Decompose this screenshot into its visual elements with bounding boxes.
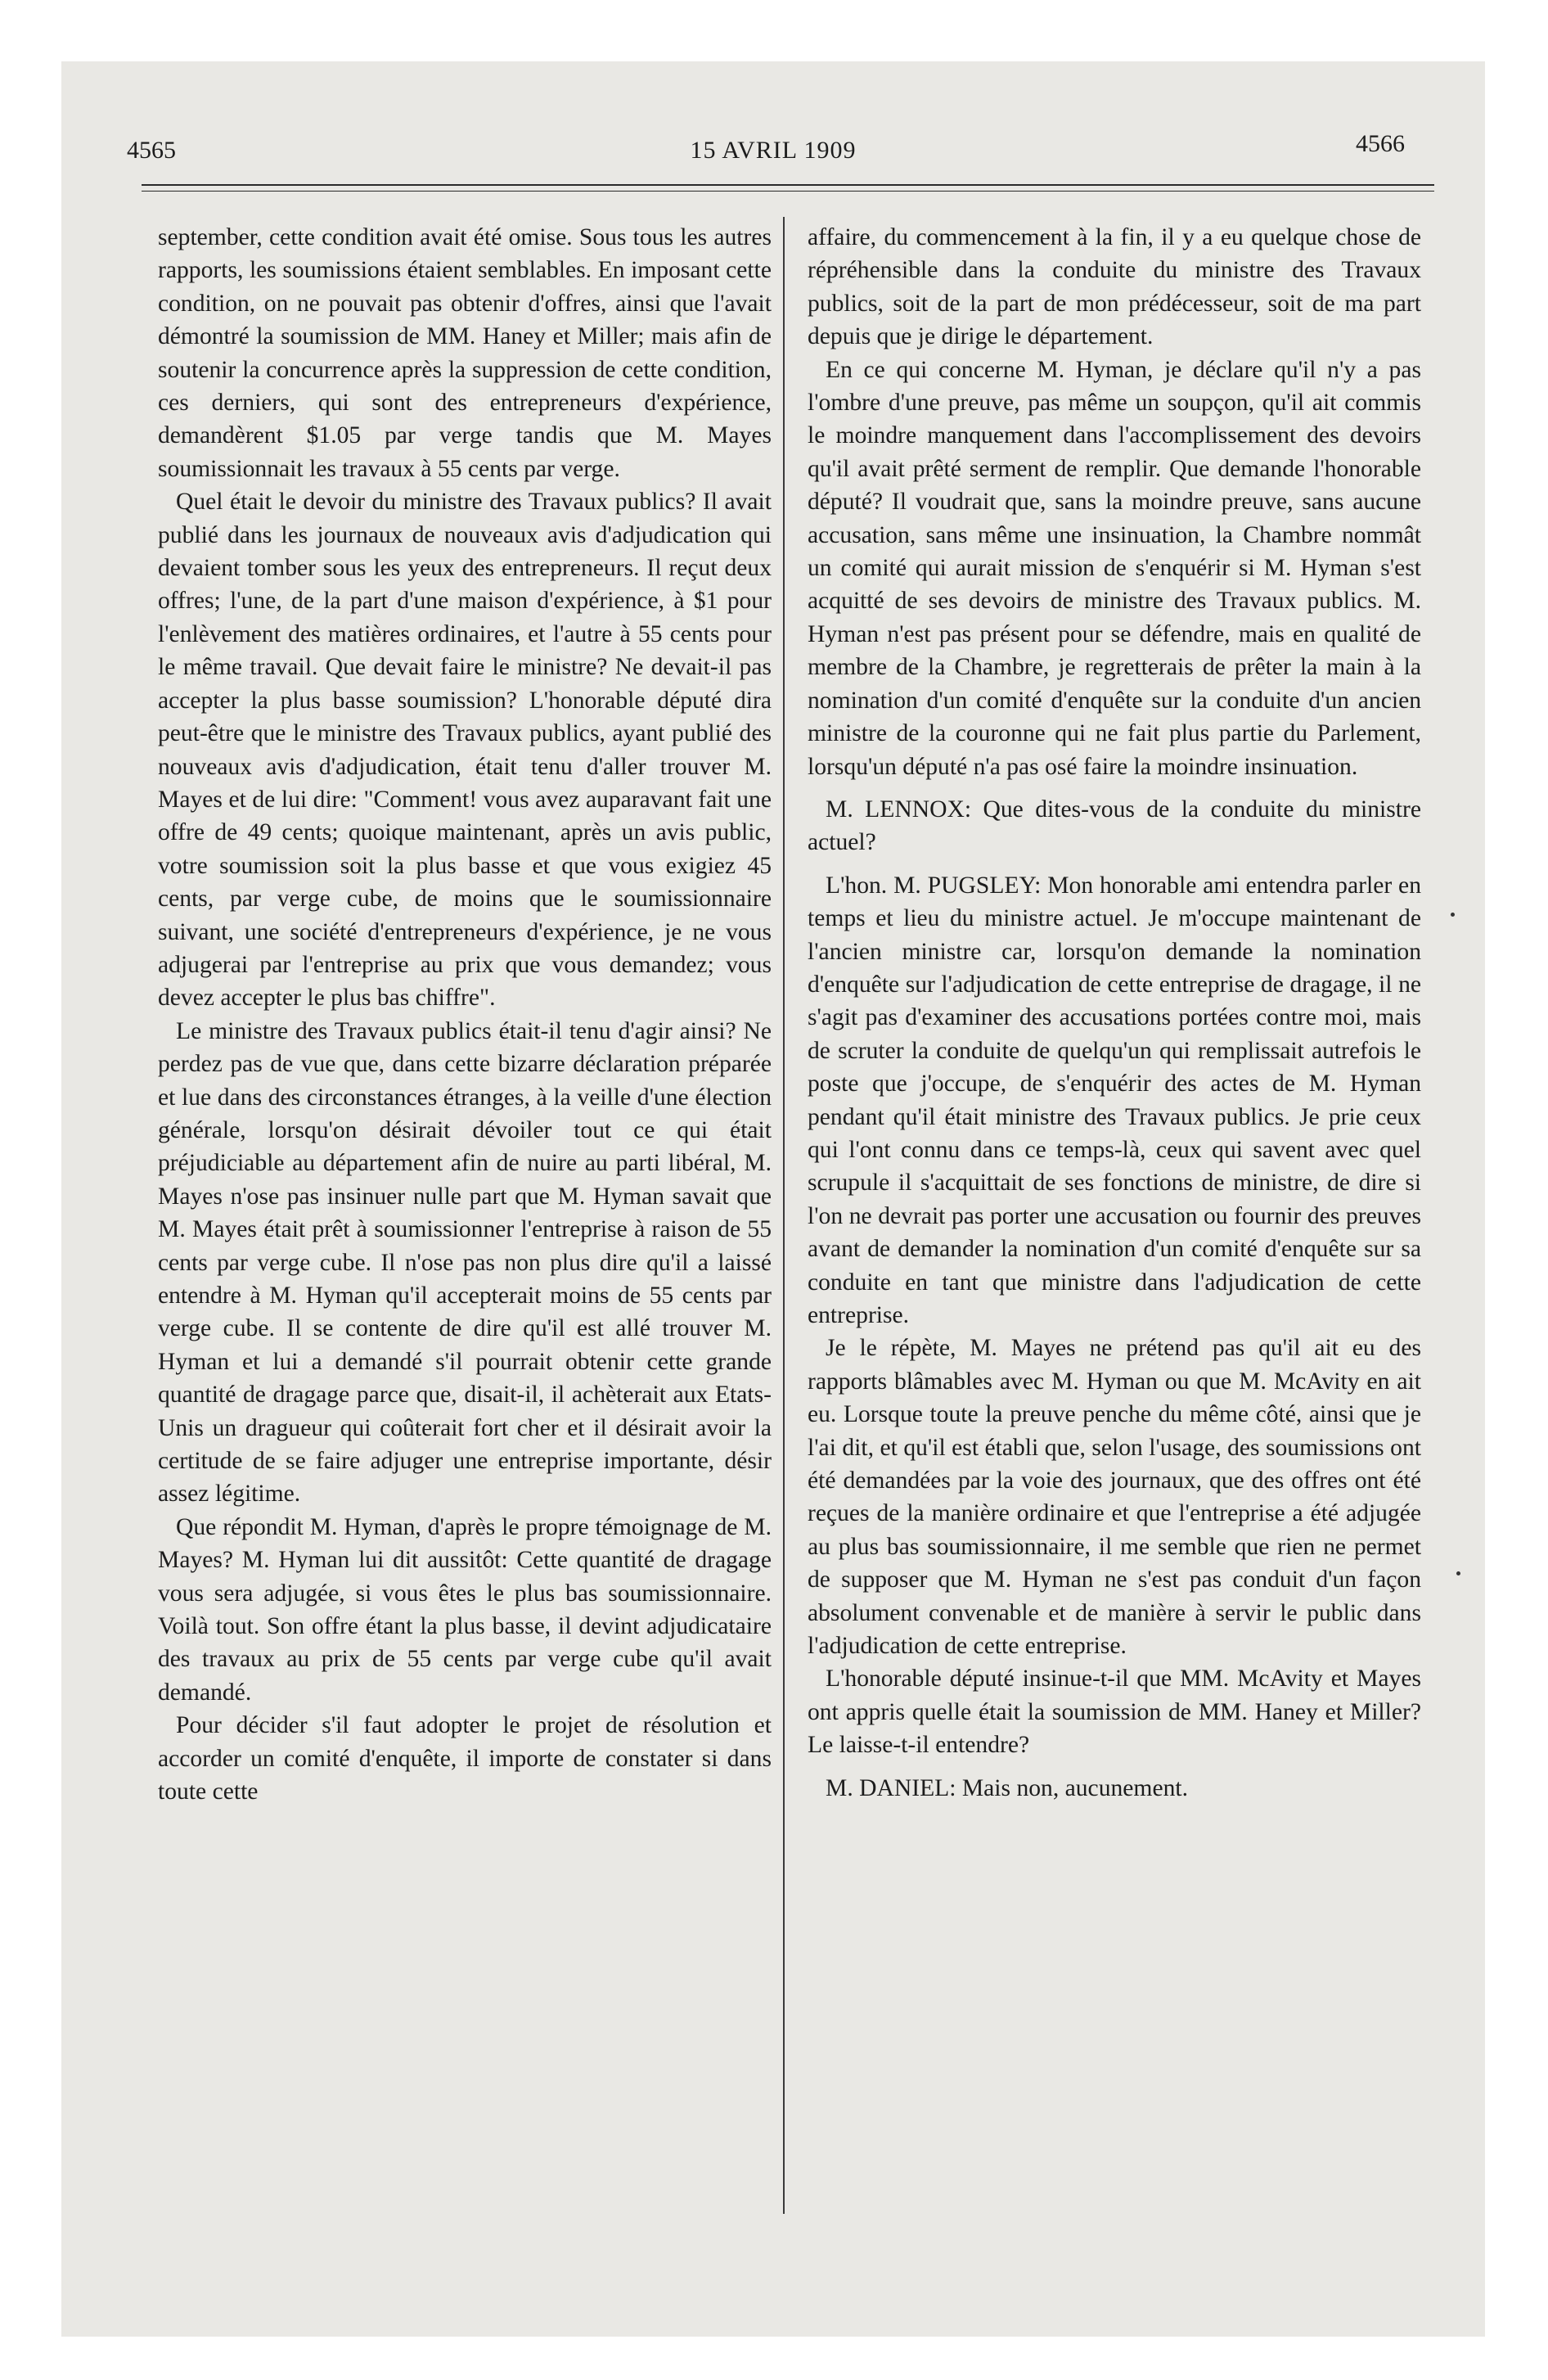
paragraph: L'honorable député insinue-t-il que MM. McAvity et Mayes ont appris quelle était la soumission de MM. Haney et Miller? Le laisse-t-il entendre? (808, 1666, 1421, 1759)
left-column (158, 221, 772, 2218)
scan-speck (1456, 1571, 1460, 1575)
paragraph: affaire, du commencement à la fin, il y a eu quelque chose de répréhensible dans la conduite du ministre des Travaux publics, soit de la part de mon prédécesseur, soit de ma part depuis que je dirige le département. (808, 224, 1421, 350)
paragraph: Le ministre des Travaux publics était-il tenu d'agir ainsi? Ne perdez pas de vue que, dans cette bizarre déclaration préparée et lue dans des circonstances étranges, à la veille d'une élection générale, lorsqu'on désirait dévoiler tout ce qui était préjudiciable au département afin de nuire au parti libéral, M. Mayes n'ose pas insinuer nulle part que M. Hyman savait que M. Mayes était prêt à soumissionner l'entreprise à raison de 55 cents par verge cube. Il n'ose pas non plus dire qu'il a laissé entendre à M. Hyman qu'il accepterait moins de 55 cents par verge cube. Il se contente de dire qu'il est allé trouver M. Hyman et lui a demandé s'il pourrait obtenir cette grande quantité de dragage parce que, disait-il, il achèterait aux Etats-Unis un dragueur qui coûterait fort cher et il désirait avoir la certitude de se faire adjuger une entreprise importante, désir assez légitime. (158, 1017, 772, 1508)
paragraph: Que répondit M. Hyman, d'après le propre témoignage de M. Mayes? M. Hyman lui dit aussitôt: Cette quantité de dragage vous sera adjugée, si vous êtes le plus bas soumissionnaire. Voilà tout. Son offre étant la plus basse, il devint adjudicataire des travaux au prix de 55 cents par verge cube qu'il avait demandé. (158, 1513, 772, 1706)
scan-speck (1451, 913, 1455, 917)
paragraph: L'hon. M. PUGSLEY: Mon honorable ami entendra parler en temps et lieu du ministre actuel. Je m'occupe maintenant de l'ancien ministre car, lorsqu'on demande la nomination d'enquête sur l'adjudication de cette entreprise de dragage, il ne s'agit pas d'examiner des accusations portées contre moi, mais de scruter la conduite de quelqu'un qui remplissait autrefois le poste que j'occupe, de s'enquérir des actes de M. Hyman pendant qu'il était ministre des Travaux publics. Je prie ceux qui l'ont connu dans ce temps-là, ceux qui savent avec quel scrupule il s'acquittait de ses fonctions de ministre, de dire si l'on ne devrait pas porter une accusation ou fournir des preuves avant de demander la nomination d'un comité d'enquête sur sa conduite en tant que ministre dans l'adjudication de cette entreprise. (808, 872, 1421, 1328)
right-column (808, 221, 1421, 2218)
header-rule-thin (142, 191, 1434, 192)
header-rule (142, 184, 1434, 186)
paragraph: En ce qui concerne M. Hyman, je déclare qu'il n'y a pas l'ombre d'une preuve, pas même un soupçon, qu'il ait commis le moindre manquement dans l'accomplissement des devoirs qu'il avait prêté serment de remplir. Que demande l'honorable député? Il voudrait que, sans la moindre preuve, sans aucune accusation, sans même une insinuation, la Chambre nommât un comité qui aurait mission de s'enquérir si M. Hyman s'est acquitté de ses devoirs de ministre des Travaux publics. M. Hyman n'est pas présent pour se défendre, mais en qualité de membre de la Chambre, je regretterais de prêter la main à la nomination d'un comité d'enquête sur la conduite d'un ancien ministre de la couronne qui ne fait plus partie du Parlement, lorsqu'un député n'a pas osé faire la moindre insinuation. (808, 356, 1421, 780)
document-page (61, 61, 1485, 2337)
paragraph: M. LENNOX: Que dites-vous de la conduite du ministre actuel? (808, 796, 1421, 856)
paragraph: M. DANIEL: Mais non, aucunement. (826, 1774, 1188, 1801)
paragraph: september, cette condition avait été omise. Sous tous les autres rapports, les soumissions étaient semblables. En imposant cette condition, on ne pouvait pas obtenir d'offres, ainsi que l'avait démontré la soumission de MM. Haney et Miller; mais afin de soutenir la concurrence après la suppression de cette condition, ces derniers, qui sont des entrepreneurs d'expérience, demandèrent $1.05 par verge tandis que M. Mayes soumissionnait les travaux à 55 cents par verge. (158, 224, 772, 482)
paragraph: Je le répète, M. Mayes ne prétend pas qu'il ait eu des rapports blâmables avec M. Hyman ou que M. McAvity en ait eu. Lorsque toute la preuve penche du même côté, ainsi que je l'ai dit, et qu'il est établi que, selon l'usage, des soumissions ont été demandées par la voie des journaux, que des offres ont été reçues de la manière ordinaire et que l'entreprise a été adjugée au plus bas soumissionnaire, il me semble que rien ne permet de supposer que M. Hyman ne s'est pas conduit d'un façon absolument convenable et de manière à servir le public dans l'adjudication de cette entreprise. (808, 1335, 1421, 1660)
header-date: 15 AVRIL 1909 (690, 137, 857, 164)
page-number-left: 4565 (127, 137, 176, 164)
paragraph: Quel était le devoir du ministre des Travaux publics? Il avait publié dans les journaux de nouveaux avis d'adjudication qui devaient tomber sous les yeux des entrepreneurs. Il reçut deux offres; l'une, de la part d'une maison d'expérience, à $1 pour l'enlèvement des matières ordinaires, et l'autre à 55 cents pour le même travail. Que devait faire le ministre? Ne devait-il pas accepter la plus basse soumission? L'honorable député dira peut-être que le ministre des Travaux publics, ayant publié des nouveaux avis d'adjudication, était tenu d'aller trouver M. Mayes et de lui dire: "Comment! vous avez auparavant fait une offre de 49 cents; quoique maintenant, après un avis public, votre soumission soit la plus basse et que vous exigiez 45 cents, par verge cube, de moins que le soumissionnaire suivant, une société d'entrepreneurs d'expérience, je ne vous adjugerai par l'entreprise au prix que vous demandez; vous devez accepter le plus bas chiffre". (158, 489, 772, 1012)
paragraph: Pour décider s'il faut adopter le projet de résolution et accorder un comité d'enquête, il importe de constater si dans toute cette (158, 1712, 772, 1805)
page-header (61, 130, 1485, 186)
column-divider (783, 217, 785, 2214)
page-number-right: 4566 (1356, 130, 1405, 157)
